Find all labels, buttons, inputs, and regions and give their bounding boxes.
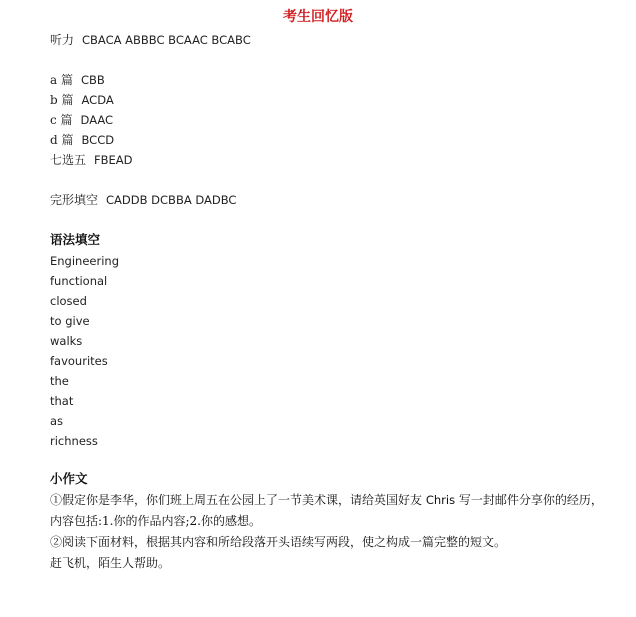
- grammar-answer: that: [50, 394, 74, 408]
- friend-name: Chris: [425, 493, 456, 507]
- grammar-answer: richness: [50, 434, 98, 448]
- reading-row-b: [50, 92, 114, 108]
- reading-row-d: [50, 132, 114, 148]
- grammar-answer: as: [50, 414, 64, 428]
- listening-row: [50, 32, 251, 48]
- writing-task-1: [50, 490, 610, 532]
- grammar-answer: the: [50, 374, 69, 388]
- writing-prompts: [50, 490, 610, 574]
- reading-answers-b: ACDA: [81, 93, 114, 107]
- reading-label-b: b 篇: [50, 93, 74, 107]
- reading-answers-c: DAAC: [80, 113, 114, 127]
- page-title: 考生回忆版: [283, 9, 353, 25]
- reading-row-c: [50, 112, 113, 128]
- reading-label-d: d 篇: [50, 133, 74, 147]
- reading-label-c: c 篇: [50, 113, 73, 127]
- writing-task-1-text-cont: 写一封邮件分享你的经历，内容包括:1.你的作品内容;2.你的感想。: [50, 493, 603, 528]
- writing-task-1-text: ①假定你是李华，你们班上周五在公园上了一节美术课，请给英国好友: [50, 493, 423, 507]
- seven-choose-five-label: 七选五: [50, 153, 87, 167]
- grammar-answer: walks: [50, 334, 83, 348]
- reading-row-seven: [50, 152, 133, 168]
- grammar-heading: 语法填空: [50, 232, 101, 247]
- grammar-answer: to give: [50, 314, 90, 328]
- grammar-answer: favourites: [50, 354, 108, 368]
- cloze-label: 完形填空: [50, 193, 99, 207]
- cloze-row: [50, 192, 236, 208]
- listening-label: 听力: [50, 33, 75, 47]
- grammar-answer: closed: [50, 294, 87, 308]
- reading-answers-d: BCCD: [81, 133, 115, 147]
- grammar-answer: Engineering: [50, 254, 119, 268]
- reading-answers-a: CBB: [80, 73, 105, 87]
- writing-task-2-topic: 赶飞机，陌生人帮助。: [50, 556, 171, 570]
- writing-task-2: ②阅读下面材料，根据其内容和所给段落开头语续写两段，使之构成一篇完整的短文。: [50, 535, 507, 549]
- seven-choose-five-answers: FBEAD: [94, 153, 133, 167]
- reading-label-a: a 篇: [50, 73, 73, 87]
- listening-answers: CBACA ABBBC BCAAC BCABC: [82, 33, 251, 47]
- grammar-answer: functional: [50, 274, 108, 288]
- writing-heading: 小作文: [50, 471, 88, 486]
- cloze-answers: CADDB DCBBA DADBC: [106, 193, 237, 207]
- reading-row-a: [50, 72, 105, 88]
